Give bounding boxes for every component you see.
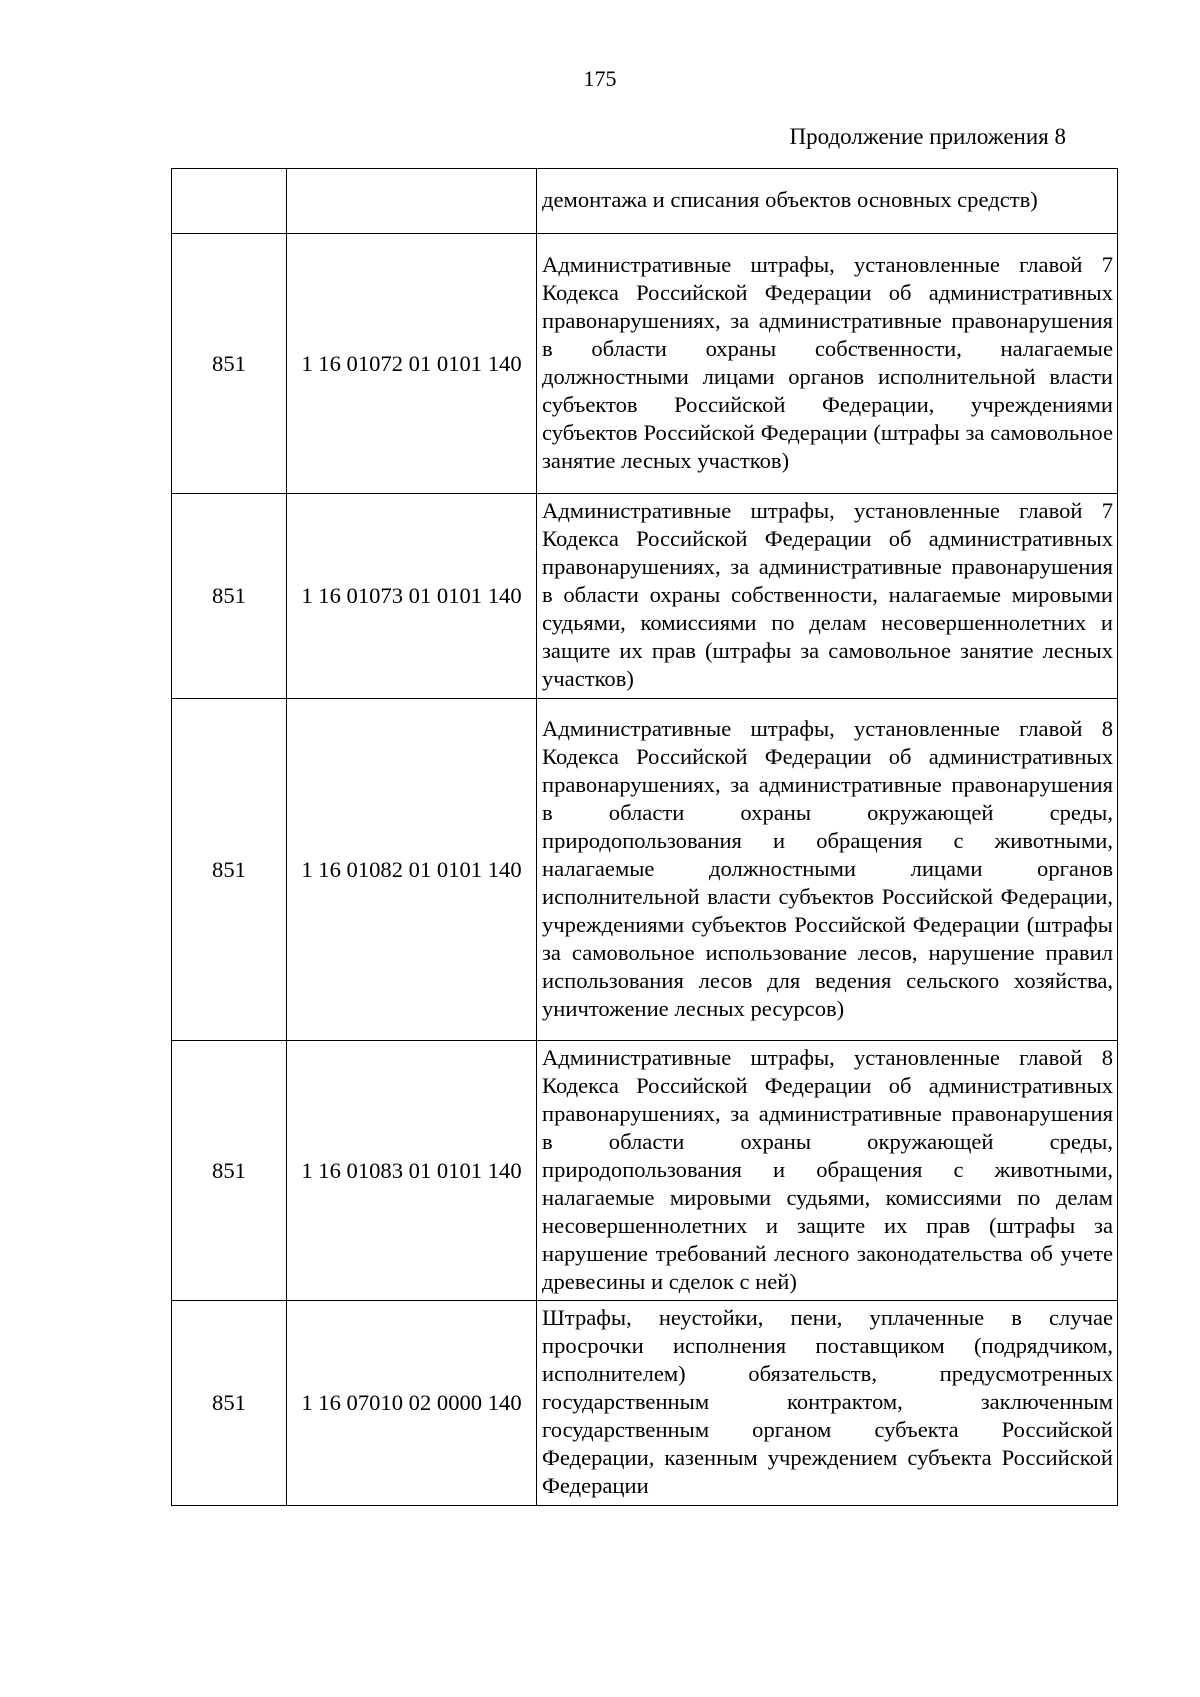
kbk-code-cell [287, 169, 537, 234]
admin-code-cell: 851 [172, 1301, 287, 1506]
description-cell: Административные штрафы, установленные главой 7 Кодекса Российской Федерации об административных правонарушениях, за административные правонарушения в области охраны собственности, налагаемые должностными лицами органов исполнительной власти субъектов Российской Федерации, учреждениями субъектов Российской Федерации (штрафы за самовольное занятие лесных участков) [537, 234, 1118, 494]
table-row [172, 699, 1118, 1041]
table-row [172, 234, 1118, 494]
admin-code-cell [172, 169, 287, 234]
admin-code-cell: 851 [172, 494, 287, 699]
description-cell: Административные штрафы, установленные главой 8 Кодекса Российской Федерации об административных правонарушениях, за административные правонарушения в области охраны окружающей среды, природопользования и обращения с животными, налагаемые должностными лицами органов исполнительной власти субъектов Российской Федерации, учреждениями субъектов Российской Федерации (штрафы за самовольное использование лесов, нарушение правил использования лесов для ведения сельского хозяйства, уничтожение лесных ресурсов) [537, 699, 1118, 1041]
kbk-code-cell: 1 16 01073 01 0101 140 [287, 494, 537, 699]
table-row [172, 1041, 1118, 1301]
revenue-codes-table [171, 168, 1118, 1506]
kbk-code-cell: 1 16 07010 02 0000 140 [287, 1301, 537, 1506]
admin-code-cell: 851 [172, 234, 287, 494]
table-row [172, 494, 1118, 699]
appendix-note: Продолжение приложения 8 [789, 124, 1066, 149]
description-cell: Административные штрафы, установленные главой 8 Кодекса Российской Федерации об административных правонарушениях, за административные правонарушения в области охраны окружающей среды, природопользования и обращения с животными, налагаемые мировыми судьями, комиссиями по делам несовершеннолетних и защите их прав (штрафы за нарушение требований лесного законодательства об учете древесины и сделок с ней) [537, 1041, 1118, 1301]
description-cell: Штрафы, неустойки, пени, уплаченные в случае просрочки исполнения поставщиком (подрядчиком, исполнителем) обязательств, предусмотренных государственным контрактом, заключенным государственным органом субъекта Российской Федерации, казенным учреждением субъекта Российской Федерации [537, 1301, 1118, 1506]
table-row [172, 1301, 1118, 1506]
admin-code-cell: 851 [172, 699, 287, 1041]
kbk-code-cell: 1 16 01082 01 0101 140 [287, 699, 537, 1041]
table-row [172, 169, 1118, 234]
description-cell: демонтажа и списания объектов основных средств) [537, 169, 1118, 234]
kbk-code-cell: 1 16 01072 01 0101 140 [287, 234, 537, 494]
page-number: 175 [583, 66, 617, 91]
description-cell: Административные штрафы, установленные главой 7 Кодекса Российской Федерации об административных правонарушениях, за административные правонарушения в области охраны собственности, налагаемые мировыми судьями, комиссиями по делам несовершеннолетних и защите их прав (штрафы за самовольное занятие лесных участков) [537, 494, 1118, 699]
admin-code-cell: 851 [172, 1041, 287, 1301]
kbk-code-cell: 1 16 01083 01 0101 140 [287, 1041, 537, 1301]
